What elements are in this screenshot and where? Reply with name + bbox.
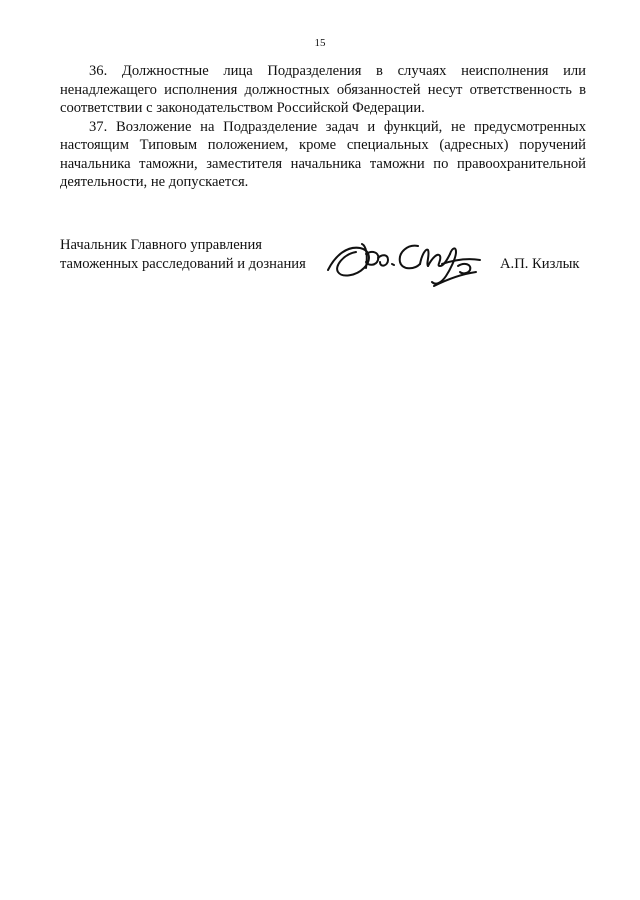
paragraph-37: 37. Возложение на Подразделение задач и функций, не предусмотренных настоящим Типовым положением, кроме специальных (адресных) поручений начальника таможни, заместителя начальника таможни по правоохранительной деятельности, не допускается. (60, 118, 586, 190)
signer-title (60, 236, 320, 273)
signer-title-line-1: Начальник Главного управления (60, 237, 263, 253)
page-number: 15 (314, 37, 326, 49)
signer-name: А.П. Кизлык (500, 255, 580, 272)
signature-block (60, 236, 586, 296)
handwritten-signature (322, 224, 502, 294)
document-body (60, 62, 586, 192)
signer-title-line-2: таможенных расследований и дознания (60, 255, 306, 272)
paragraph-36: 36. Должностные лица Подразделения в случаях неисполнения или ненадлежащего исполнения должностных обязанностей несут ответственность в соответствии с законодательством Российской Федерации. (60, 63, 586, 116)
